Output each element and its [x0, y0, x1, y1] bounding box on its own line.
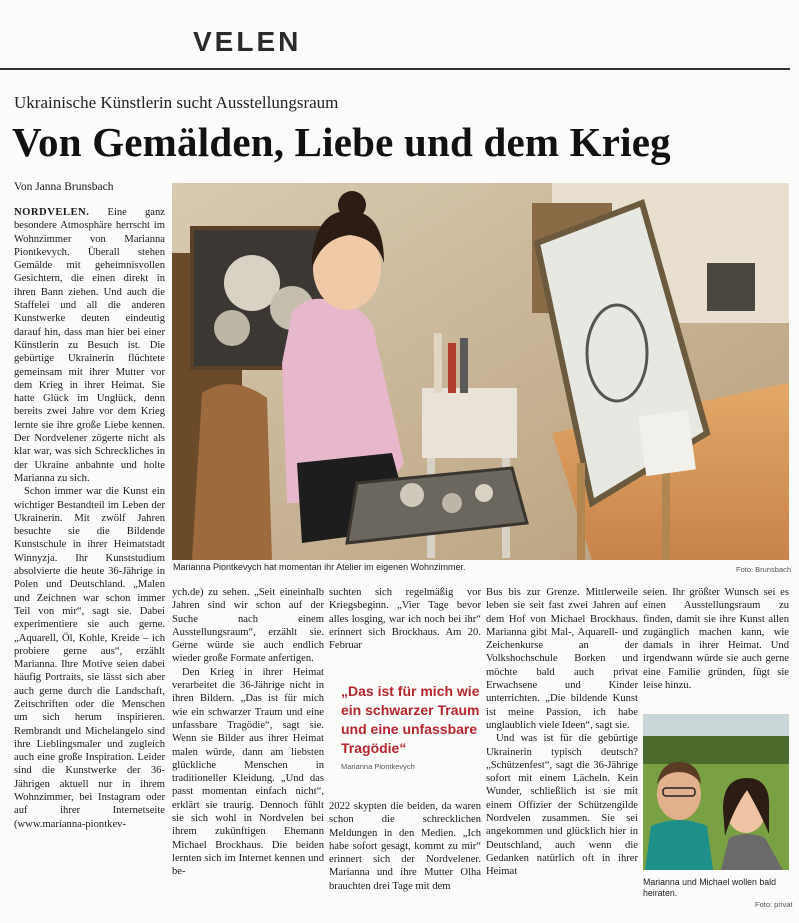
article-kicker: Ukrainische Künstlerin sucht Ausstellungsraum — [14, 93, 339, 112]
article-column-3-bottom — [329, 800, 481, 906]
article-column-2 — [172, 586, 324, 906]
article-headline: Von Gemälden, Liebe und dem Krieg — [12, 119, 671, 165]
couple-photo — [643, 714, 789, 870]
paragraph: 2022 skypten die beiden, da waren schon die schrecklichen Meldungen in den Medien. „Ich habe sofort gesagt, kommt zu mir“ erinnert sich der Nordvelener. Marianna und ihre Mutter Olha brauchten drei Tage mit dem — [329, 801, 481, 892]
article-column-4 — [486, 586, 638, 906]
pull-quote-author: Marianna Piontkevych — [341, 762, 415, 771]
pull-quote: „Das ist für mich wie ein schwarzer Traum und eine unfassbare Tragödie“ — [341, 683, 480, 756]
couple-photo-caption: Marianna und Michael wollen bald heiraten. — [643, 877, 777, 898]
section-rule — [0, 68, 790, 70]
main-photo — [172, 183, 789, 560]
couple-photo-image — [643, 714, 789, 870]
paragraph: suchten sich regelmäßig vor Kriegsbeginn. „Vier Tage bevor alles losging, war ich noch bei ihr“ erinnert sich Brockhaus. Am 20. Februar — [329, 587, 481, 652]
artist-atelier-photo — [172, 183, 789, 560]
article-column-5 — [643, 586, 789, 704]
dateline: NORDVELEN. — [14, 207, 90, 218]
article-byline: Von Janna Brunsbach — [14, 181, 114, 193]
article-column-1 — [14, 206, 165, 906]
paragraph: Schon immer war die Kunst ein wichtiger Bestandteil im Leben der Ukrainerin. Mit zwölf Jahren besuchte sie die Bildende Kunstschule in ihrer Heimatstadt Winnyzja. Ihr Kunststudium absolvierte die heute 36-Jährige in Polen und Deutschland. „Malen und Zeichnen war schon immer Teil von mir“, sagt sie. Dabei experimentiere sie auch gerne. „Aquarell, Öl, Kohle, Kreide – ich probiere gerne aus“, erzählt Marianna. Ihre Motive seien dabei häufig Portraits, sie lässt sich aber auch gerne durch die Landschaft, Zeitschriften oder die Menschen um sich herum inspirieren. Rembrandt und Michelangelo sind ihre Lieblingsmaler und zugleich auch eine große Inspiration. Leider sind die Kunstwerke der 36-Jährigen aktuell nur in ihrem Wohnzimmer, bei Instagram oder auf ihrer Internetseite (www.marianna-piontkev- — [14, 486, 165, 830]
section-title: VELEN — [193, 26, 302, 57]
paragraph: Bus bis zur Grenze. Mittlerweile leben sie seit fast zwei Jahren auf dem Hof von Michael Brockhaus. Marianna gibt Mal-, Aquarell- und Zeichenkurse an der Volkshochschule Borken und möchte bald auch privat Erwachsene und Kinder unterrichten. „Die bildende Kunst ist meine Passion, ich habe unglaublich viele Ideen“, sagt sie. — [486, 587, 638, 731]
paragraph: Den Krieg in ihrer Heimat verarbeitet die 36-Jährige nicht in ihren Bildern. „Das ist für mich wie ein schwarzer Traum und eine unfassbare Tragödie“, sagt sie. Wenn sie Bilder aus ihrer Heimat malen würde, dann am liebsten glückliche Menschen in traditioneller Kleidung. „Und das passt momentan einfach nicht“, erklärt sie traurig. Dennoch fühlt sie sich wohl in Nordvelen bei ihrem zukünftigen Ehemann Michael Brockhaus. Die beiden lernten sich im Internet kennen und be- — [172, 666, 324, 878]
photo-caption: Marianna Piontkevych hat momentan ihr Atelier im eigenen Wohnzimmer. — [173, 562, 466, 572]
couple-photo-credit: Foto: privat — [755, 900, 793, 909]
paragraph: seien. Ihr größter Wunsch sei es einen Ausstellungsraum zu finden, damit sie ihre Kunst allen zugänglich machen kann, wie damals in ihrer Heimat. Und irgendwann würde sie auch gerne eine Familie gründen, fügt sie leise hinzu. — [643, 587, 789, 692]
paragraph: ych.de) zu sehen. „Seit eineinhalb Jahren sind wir schon auf der Suche nach einem Ausstellungsraum“, erzählt sie. Gerne würde sie auch endlich wieder große Formate anfertigen. — [172, 587, 324, 665]
paragraph: Eine ganz besondere Atmosphäre herrscht im Wohnzimmer von Marianna Piontkevych. Überall stehen Gemälde mit geheimnisvollen Gesichtern, die einen direkt in ihren Bann ziehen. Und auch die Staffelei und all die anderen Kunstwerke deuten eindeutig darauf hin, dass man hier bei einer Künstlerin zu Besuch ist. Die gebürtige Ukrainerin flüchtete gemeinsam mit ihrer Mutter vor dem Krieg in ihrer Heimat. Sie hatte Glück im Unglück, denn bereits zwei Jahre vor dem Krieg lernte sie ihre große Liebe kennen. Der Nordvelener zögerte nicht als klar war, was sich Schreckliches in der Ukraine anbahnte und holte Marianna zu sich. — [14, 207, 165, 484]
photo-credit: Foto: Brunsbach — [736, 565, 792, 574]
article-column-3-top — [329, 586, 481, 652]
paragraph: Und was ist für die gebürtige Ukrainerin typisch deutsch? „Schützenfest“, sagt die 36-Jährige sofort mit einem Lächeln. Kein Wunder, schließlich ist sie mit einem Offizier der Schützengilde Nordvelen zusammen. Sie sei angekommen und glücklich hier in Deutschland, auch wenn die Gedanken natürlich oft in ihrer Heimat — [486, 733, 638, 878]
